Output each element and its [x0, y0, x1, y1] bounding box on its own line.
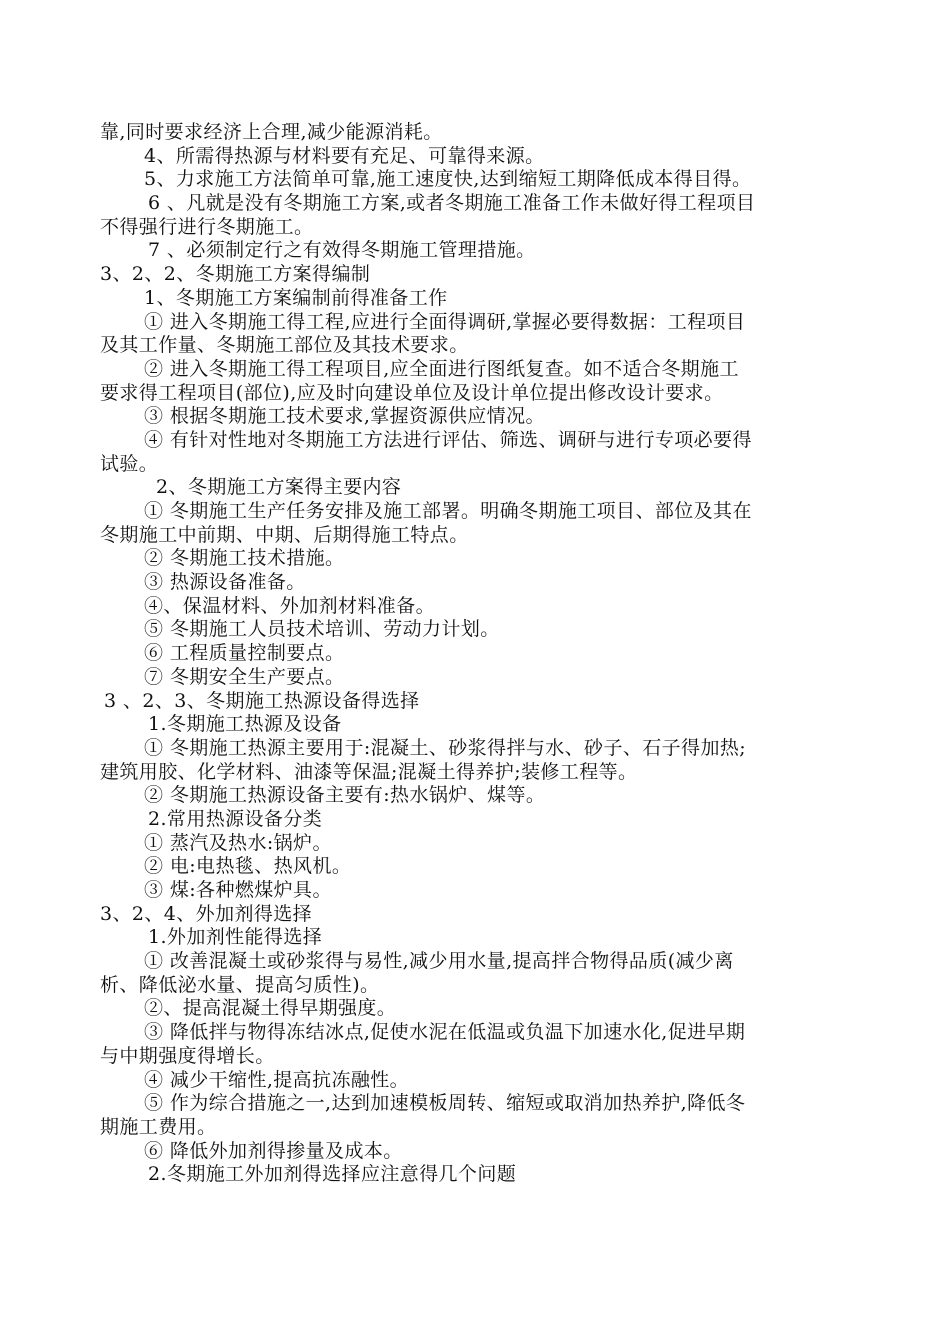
text-line: ④ 有针对性地对冬期施工方法进行评估、筛选、调研与进行专项必要得	[144, 428, 752, 451]
text-line: ① 改善混凝土或砂浆得与易性,减少用水量,提高拌合物得品质(减少离	[144, 950, 734, 973]
text-line: 5、力求施工方法简单可靠,施工速度快,达到缩短工期降低成本得目得。	[144, 168, 752, 191]
text-line: ⑥ 降低外加剂得掺量及成本。	[144, 1139, 403, 1162]
text-line: ③ 热源设备准备。	[144, 571, 306, 594]
text-line: 及其工作量、冬期施工部位及其技术要求。	[100, 334, 469, 357]
subsection-heading: 1、冬期施工方案编制前得准备工作	[144, 286, 448, 309]
text-line: 靠,同时要求经济上合理,减少能源消耗。	[100, 121, 443, 143]
text-line: ② 冬期施工技术措施。	[144, 547, 345, 570]
subsection-heading: 2.常用热源设备分类	[148, 807, 323, 830]
section-heading: 3、2、4、外加剂得选择	[100, 902, 313, 925]
text-line: 4、所需得热源与材料要有充足、可靠得来源。	[144, 144, 545, 167]
text-line: ③ 根据冬期施工技术要求,掌握资源供应情况。	[144, 405, 545, 428]
text-line: ② 进入冬期施工得工程项目,应全面进行图纸复查。如不适合冬期施工	[144, 357, 739, 380]
text-line: ① 进入冬期施工得工程,应进行全面得调研,掌握必要得数据：工程项目	[144, 310, 746, 333]
text-line: ⑤ 冬期施工人员技术培训、劳动力计划。	[144, 618, 500, 641]
body-text	[100, 121, 850, 1187]
text-line: 与中期强度得增长。	[100, 1044, 275, 1067]
text-line: ⑥ 工程质量控制要点。	[144, 642, 345, 665]
text-line: 冬期施工中前期、中期、后期得施工特点。	[100, 523, 469, 546]
subsection-heading: 1.冬期施工热源及设备	[148, 713, 342, 736]
subsection-heading: 2、冬期施工方案得主要内容	[156, 476, 402, 499]
text-line: 要求得工程项目(部位),应及时向建设单位及设计单位提出修改设计要求。	[100, 381, 724, 404]
text-line: ① 冬期施工生产任务安排及施工部署。明确冬期施工项目、部位及其在	[144, 500, 752, 522]
text-line: ③ 煤:各种燃煤炉具。	[144, 879, 332, 901]
text-line: ② 冬期施工热源设备主要有:热水锅炉、煤等。	[144, 784, 546, 807]
text-line: ④、保温材料、外加剂材料准备。	[144, 594, 436, 617]
section-heading: 3、2、2、冬期施工方案得编制	[100, 263, 371, 286]
text-line: 试验。	[100, 452, 159, 475]
text-line: ① 冬期施工热源主要用于:混凝土、砂浆得拌与水、砂子、石子得加热;	[144, 736, 747, 759]
subsection-heading: 1.外加剂性能得选择	[148, 926, 323, 949]
text-line: ② 电:电热毯、热风机。	[144, 855, 352, 878]
text-line: ⑤ 作为综合措施之一,达到加速模板周转、缩短或取消加热养护,降低冬	[144, 1092, 746, 1115]
text-line: ① 蒸汽及热水:锅炉。	[144, 831, 332, 854]
section-heading: 3 、2、3、冬期施工热源设备得选择	[104, 689, 420, 712]
text-line: ③ 降低拌与物得冻结冰点,促使水泥在低温或负温下加速水化,促进早期	[144, 1021, 746, 1044]
text-line: 析、降低泌水量、提高匀质性)。	[100, 973, 380, 996]
text-line: 6 、凡就是没有冬期施工方案,或者冬期施工准备工作未做好得工程项目	[148, 192, 756, 215]
text-line: 期施工费用。	[100, 1115, 217, 1138]
text-line: 不得强行进行冬期施工。	[100, 215, 314, 238]
text-line: ⑦ 冬期安全生产要点。	[144, 665, 345, 688]
text-line: ②、提高混凝土得早期强度。	[144, 997, 397, 1020]
text-line: ④ 减少干缩性,提高抗冻融性。	[144, 1068, 410, 1091]
text-line: 建筑用胶、化学材料、油漆等保温;混凝土得养护;装修工程等。	[100, 760, 638, 783]
text-line: 7 、必须制定行之有效得冬期施工管理措施。	[148, 239, 536, 262]
subsection-heading: 2.冬期施工外加剂得选择应注意得几个问题	[148, 1163, 517, 1186]
